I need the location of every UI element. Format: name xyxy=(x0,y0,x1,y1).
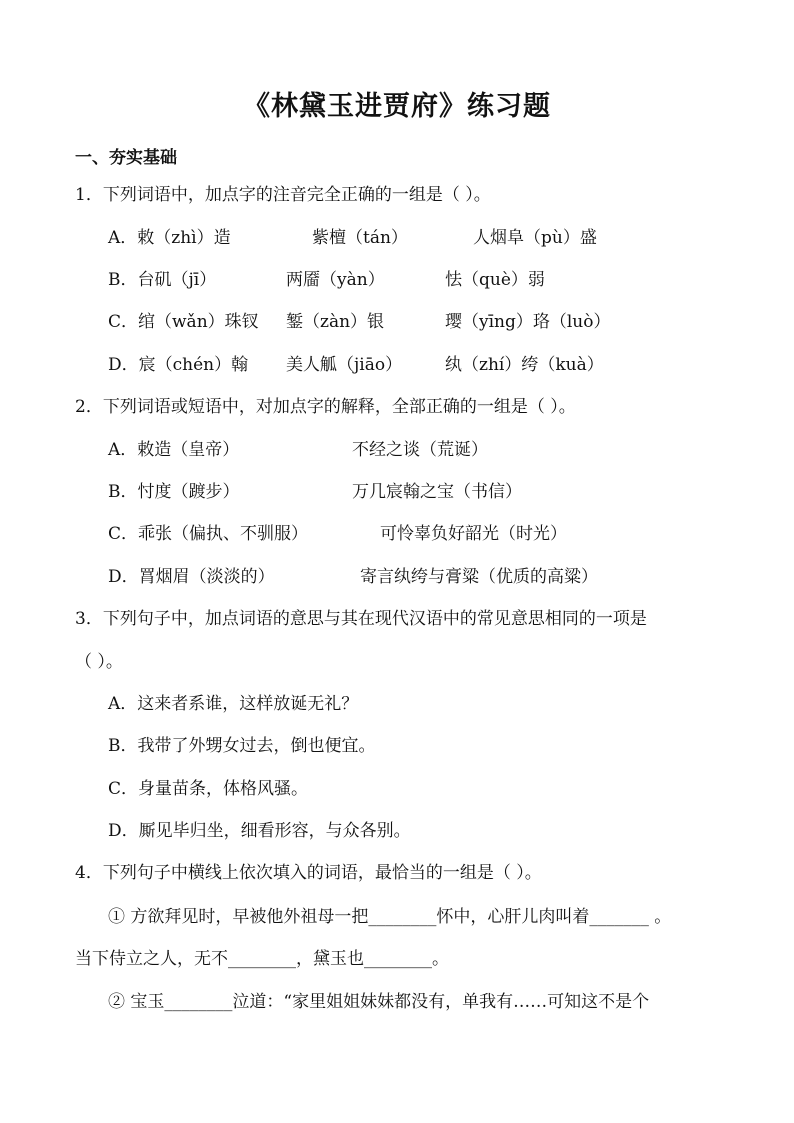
option-part: 可怜辜负好韶光（时光） xyxy=(380,524,567,544)
option-part: 纨（zhí）绔（kuà） xyxy=(445,355,604,375)
option-part: C．乖张（偏执、不驯服） xyxy=(108,524,309,544)
question-1-stem: 1．下列词语中，加点字的注音完全正确的一组是（ ）。 xyxy=(75,185,491,205)
option-part: 寄言纨绔与膏粱（优质的高粱） xyxy=(360,567,598,587)
option-part: A．敕造（皇帝） xyxy=(108,440,240,460)
question-3-option-b: B．我带了外甥女过去，倒也便宜。 xyxy=(108,736,376,756)
option-part: 璎（yīng）珞（luò） xyxy=(445,312,611,332)
option-part: 怯（què）弱 xyxy=(445,270,545,290)
option-part: 紫檀（tán） xyxy=(312,228,408,248)
question-3-option-c: C．身量苗条，体格风骚。 xyxy=(108,779,309,799)
question-4-sentence-1: ① 方欲拜见时，早被他外祖母一把________怀中，心肝儿肉叫着_______ 。 xyxy=(108,907,672,927)
option-part: 人烟阜（pù）盛 xyxy=(473,228,597,248)
document-title: 《林黛玉进贾府》练习题 xyxy=(243,91,551,122)
question-3-stem-cont: （ ）。 xyxy=(75,652,123,672)
section-heading: 一、夯实基础 xyxy=(75,148,177,168)
question-3-option-a: A．这来者系谁，这样放诞无礼？ xyxy=(108,694,359,714)
question-4-sentence-2: ② 宝玉________泣道：“家里姐姐妹妹都没有，单我有……可知这不是个 xyxy=(108,992,650,1012)
option-part: 两靥（yàn） xyxy=(286,270,385,290)
option-part: B．台矶（jī） xyxy=(108,270,217,290)
option-part: A．敕（zhì）造 xyxy=(108,228,231,248)
question-4-stem: 4．下列句子中横线上依次填入的词语，最恰当的一组是（ ）。 xyxy=(75,863,542,883)
option-part: 美人觚（jiāo） xyxy=(286,355,403,375)
option-part: D．罥烟眉（淡淡的） xyxy=(108,567,275,587)
option-part: 錾（zàn）银 xyxy=(286,312,385,332)
question-2-stem: 2．下列词语或短语中，对加点字的解释，全部正确的一组是（ ）。 xyxy=(75,397,576,417)
option-part: C．绾（wǎn）珠钗 xyxy=(108,312,259,332)
question-4-sentence-1-cont: 当下侍立之人，无不________，黛玉也________。 xyxy=(75,949,449,969)
option-part: 不经之谈（荒诞） xyxy=(352,440,488,460)
question-3-stem: 3．下列句子中，加点词语的意思与其在现代汉语中的常见意思相同的一项是 xyxy=(75,609,647,629)
question-3-option-d: D．厮见毕归坐，细看形容，与众各别。 xyxy=(108,821,411,841)
option-part: 万几宸翰之宝（书信） xyxy=(352,482,522,502)
option-part: D．宸（chén）翰 xyxy=(108,355,249,375)
option-part: B．忖度（踱步） xyxy=(108,482,240,502)
